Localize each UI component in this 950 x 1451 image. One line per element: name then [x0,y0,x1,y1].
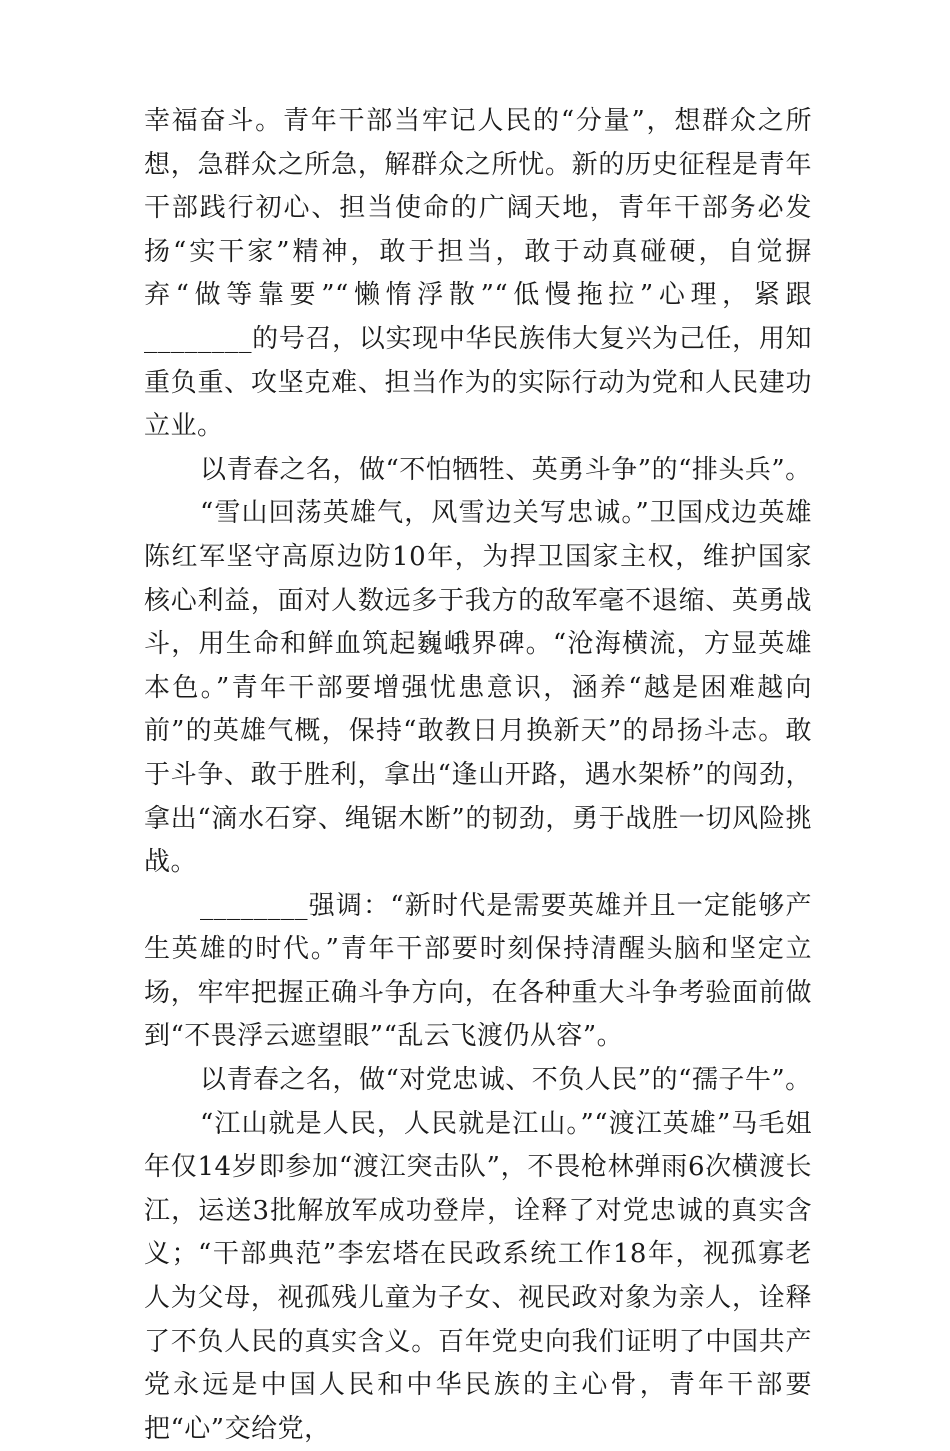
section-heading-1: 以青春之名，做“不怕牺牲、英勇斗争”的“排头兵”。 [200,454,812,485]
paragraph-3: ________强调：“新时代是需要英雄并且一定能够产生英雄的时代。”青年干部要时刻保持清醒头脑和坚定立场，牢牢把握正确斗争方向，在各种重大斗争考验面前做到“不畏浮云遮望眼”“乱云飞渡仍从容”。 [144,890,812,1052]
paragraph-2: “雪山回荡英雄气，风雪边关写忠诚。”卫国戍边英雄陈红军坚守高原边防10年，为捍卫国家主权，维护国家核心利益，面对人数远多于我方的敌军毫不退缩、英勇战斗，用生命和鲜血筑起巍峨界碑。“沧海横流，方显英雄本色。”青年干部要增强忧患意识，涵养“越是困难越向前”的英雄气概，保持“敢教日月换新天”的昂扬斗志。敢于斗争、敢于胜利，拿出“逢山开路，遇水架桥”的闯劲，拿出“滴水石穿、绳锯木断”的韧劲，勇于战胜一切风险挑战。 [144,498,812,878]
section-heading-2: 以青春之名，做“对党忠诚、不负人民”的“孺子牛”。 [200,1065,812,1096]
paragraph-1: 幸福奋斗。青年干部当牢记人民的“分量”，想群众之所想，急群众之所急，解群众之所忧。新的历史征程是青年干部践行初心、担当使命的广阔天地，青年干部务必发扬“实干家”精神，敢于担当，敢于动真碰硬，自觉摒弃“做等靠要”“懒惰浮散”“低慢拖拉”心理，紧跟 ________的号召，以实现中华民族伟大复兴为己任，用知重负重、攻坚克难、担当作为的实际行动为党和人民建功立业。 [144,106,812,442]
document-body [144,100,812,1451]
paragraph-4: “江山就是人民，人民就是江山。”“渡江英雄”马毛姐年仅14岁即参加“渡江突击队”，不畏枪林弹雨6次横渡长江，运送3批解放军成功登岸，诠释了对党忠诚的真实含义；“干部典范”李宏塔在民政系统工作18年，视孤寡老人为父母，视孤残儿童为子女、视民政对象为亲人，诠释了不负人民的真实含义。百年党史向我们证明了中国共产党永远是中国人民和中华民族的主心骨，青年干部要把“心”交给党， [144,1108,812,1444]
